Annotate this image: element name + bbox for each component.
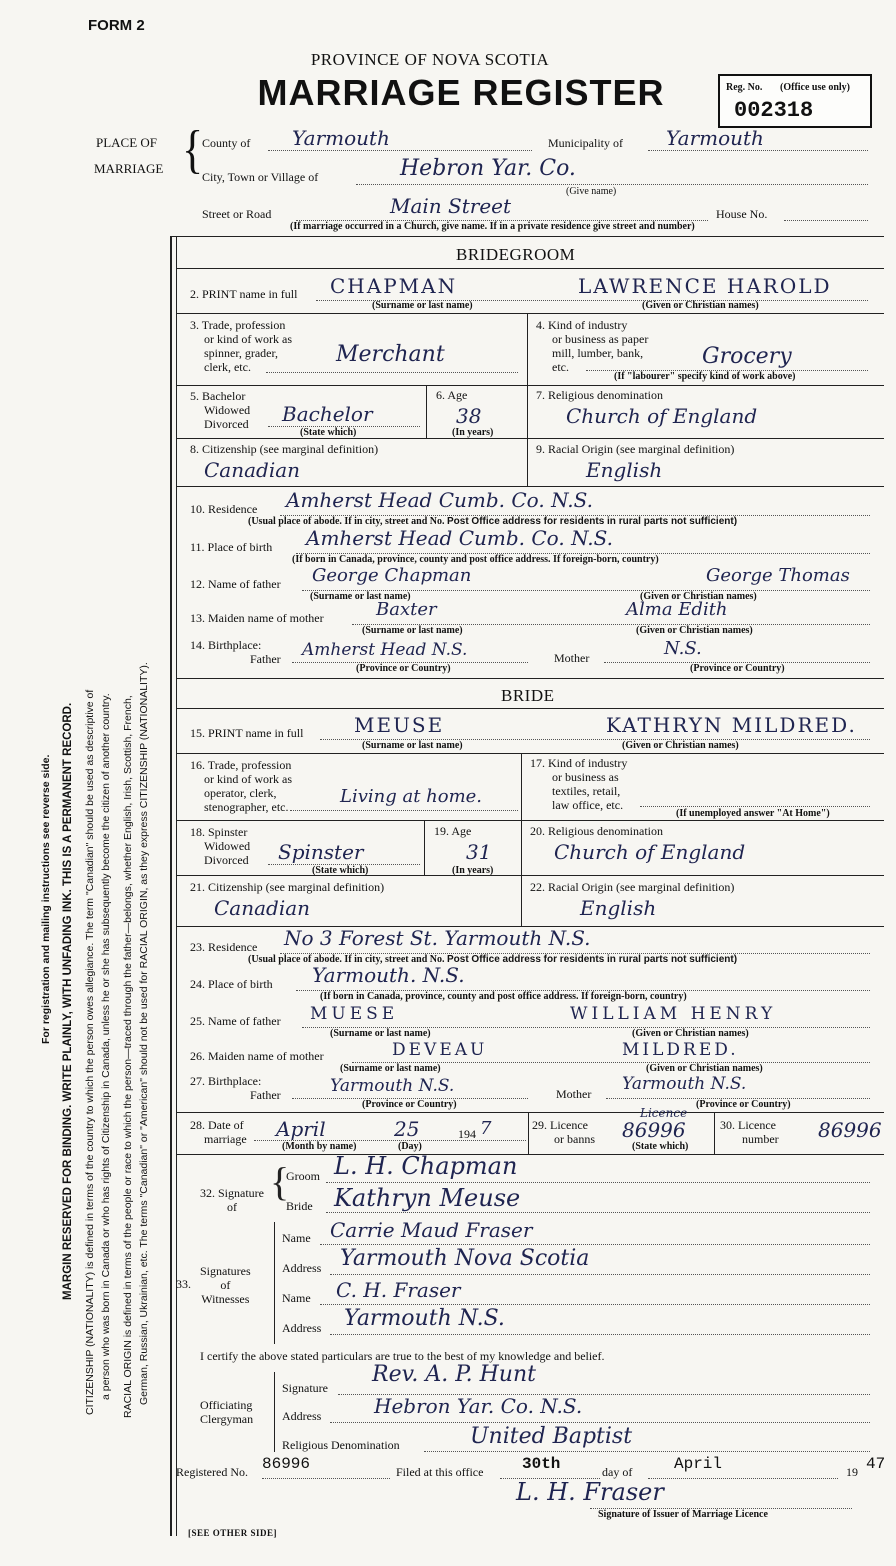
bride-citizenship: Canadian [214, 896, 311, 920]
f8-label: 8. Citizenship (see marginal definition) [190, 442, 379, 456]
f5-line3: Divorced [204, 417, 249, 431]
officiating-line1: Officiating [200, 1398, 253, 1412]
groom-residence: Amherst Head Cumb. Co. N.S. [286, 488, 594, 512]
groom-racial: English [586, 458, 663, 482]
bride-birthplace: Yarmouth. N.S. [312, 963, 465, 987]
bride-status: Spinster [278, 840, 364, 864]
f30-label [720, 1118, 779, 1146]
clergy-address: Hebron Yar. Co. N.S. [374, 1394, 583, 1418]
res-caption-bold: Post Office address for residents in rural parts not sufficient) [446, 516, 738, 527]
f3-line4: clerk, etc. [204, 360, 251, 374]
f18-line2: Widowed [204, 839, 251, 853]
bride-father-surname: MUESE [310, 1004, 399, 1024]
f32-line1: 32. Signature [200, 1186, 264, 1200]
f17-line4: law office, etc. [552, 798, 624, 812]
street-value: Main Street [390, 194, 512, 218]
f7-label: 7. Religious denomination [536, 388, 663, 402]
marriage-day: 25 [394, 1117, 420, 1141]
f18-label [190, 825, 250, 867]
filed-month: April [674, 1455, 723, 1473]
f28-label [190, 1118, 247, 1146]
f30-line1: 30. Licence [720, 1118, 776, 1132]
bride-mother-prov-caption: (Province or Country) [696, 1099, 791, 1110]
place-of-label: PLACE OF [96, 135, 158, 150]
clergy-sig-label: Signature [282, 1381, 328, 1395]
f16-label [190, 758, 292, 814]
give-name-caption: (Give name) [566, 186, 617, 197]
f6-label: 6. Age [436, 388, 468, 402]
office-use-label: (Office use only) [780, 82, 850, 93]
bride-father-surname-caption: (Surname or last name) [330, 1028, 431, 1039]
f17-caption: (If unemployed answer "At Home") [676, 808, 830, 819]
place-brace: { [182, 120, 204, 179]
page-title: MARRIAGE REGISTER [257, 72, 665, 113]
sidebar-note-6: German, Russian, Ukrainian, etc. The terms "Canadian" or "American" should not be used for RACIAL ORIGIN, as they express CITIZENSHIP (NATIONALITY). [138, 662, 150, 1405]
bride-trade: Living at home. [340, 786, 483, 807]
day-caption: (Day) [398, 1141, 422, 1152]
f29-label [532, 1118, 595, 1146]
f20-label: 20. Religious denomination [530, 824, 663, 838]
f12-label: 12. Name of father [190, 577, 281, 591]
groom-religion: Church of England [566, 404, 758, 428]
bride-given-caption: (Given or Christian names) [622, 740, 739, 751]
groom-mother-surname: Baxter [376, 599, 437, 620]
bride-father-bp: Yarmouth N.S. [330, 1076, 455, 1096]
f13-label: 13. Maiden name of mother [190, 611, 324, 625]
f15-label: 15. PRINT name in full [190, 726, 304, 740]
father-surname-caption: (Surname or last name) [310, 591, 411, 602]
sidebar-note-1: For registration and mailing instructions see reverse side. [40, 754, 52, 1044]
officiating-label [200, 1398, 253, 1426]
f25-label: 25. Name of father [190, 1014, 281, 1028]
province-heading: PROVINCE OF NOVA SCOTIA [310, 50, 550, 69]
witness-label [200, 1264, 251, 1306]
filed-year-prefix: 19 [846, 1465, 858, 1479]
witness-line1: Signatures [200, 1264, 251, 1278]
bride-sig-label: Bride [286, 1199, 313, 1213]
mother-given-caption: (Given or Christian names) [636, 625, 753, 636]
f18-line1: 18. Spinster [190, 825, 248, 839]
father-prov-caption: (Province or Country) [356, 663, 451, 674]
groom-sig-label: Groom [286, 1169, 320, 1183]
groom-industry: Grocery [702, 344, 792, 369]
bride-res-caption-bold: Post Office address for residents in rural parts not sufficient) [446, 954, 738, 965]
groom-birthplace: Amherst Head Cumb. Co. N.S. [306, 526, 614, 550]
municipality-value: Yarmouth [666, 126, 764, 150]
place-note: (If marriage occurred in a Church, give name. If in a private residence give street and number) [290, 221, 695, 232]
f5-label [190, 389, 250, 431]
f4-line2: or business as paper [552, 332, 649, 346]
f27-line1: 27. Birthplace: [190, 1074, 262, 1088]
f29-line2: or banns [554, 1132, 595, 1146]
issuer-label: Signature of Issuer of Marriage Licence [598, 1509, 768, 1520]
witness2-address: Yarmouth N.S. [344, 1306, 505, 1331]
bride-mother-surname-caption: (Surname or last name) [340, 1063, 441, 1074]
f17-line3: textiles, retail, [552, 784, 621, 798]
witness-line2: of [220, 1278, 231, 1292]
sidebar-note-2: MARGIN RESERVED FOR BINDING. WRITE PLAINLY, WITH UNFADING INK. THIS IS A PERMANENT RECORD. [62, 702, 74, 1300]
bride-father-prov-caption: (Province or Country) [362, 1099, 457, 1110]
w2-name-label: Name [282, 1291, 311, 1305]
f27-father-label: Father [250, 1088, 281, 1102]
f18-line3: Divorced [204, 853, 249, 867]
f2-label-text: 2. PRINT name in full [190, 287, 298, 301]
groom-surname-caption: (Surname or last name) [372, 300, 473, 311]
mother-surname-caption: (Surname or last name) [362, 625, 463, 636]
bride-father-given: WILLIAM HENRY [570, 1004, 777, 1024]
clergy-address-label: Address [282, 1409, 322, 1423]
w1-name-label: Name [282, 1231, 311, 1245]
f10-label: 10. Residence [190, 502, 258, 516]
bridegroom-heading: BRIDEGROOM [456, 245, 576, 264]
f2-label [190, 288, 297, 301]
f19-label: 19. Age [434, 824, 472, 838]
bride-mother-surname: DEVEAU [392, 1040, 488, 1060]
f5-line1: 5. Bachelor [190, 389, 246, 403]
f22-label: 22. Racial Origin (see marginal definition) [530, 880, 735, 894]
mother-prov-caption: (Province or Country) [690, 663, 785, 674]
county-value: Yarmouth [292, 126, 390, 150]
form-number: FORM 2 [88, 17, 145, 34]
f4-line1: 4. Kind of industry [536, 318, 628, 332]
f16-line1: 16. Trade, profession [190, 758, 292, 772]
f14-label [190, 638, 281, 666]
groom-signature: L. H. Chapman [334, 1152, 518, 1180]
groom-status: Bachelor [282, 402, 373, 426]
licence-or-banns: 86996 [622, 1118, 686, 1142]
groom-trade: Merchant [336, 342, 445, 367]
f3-line1: 3. Trade, profession [190, 318, 286, 332]
witness2-name: C. H. Fraser [336, 1278, 461, 1302]
city-label: City, Town or Village of [202, 170, 319, 184]
sidebar-note-3: CITIZENSHIP (NATIONALITY) is defined in terms of the country to which the person owes allegiance. The term "Canadian" should be used as descriptive of [84, 689, 96, 1415]
f3-line3: spinner, grader, [204, 346, 279, 360]
groom-age: 38 [456, 404, 482, 428]
f5-line2: Widowed [204, 403, 251, 417]
f16-line4: stenographer, etc. [204, 800, 289, 814]
state-which-caption: (State which) [632, 1141, 689, 1152]
f14-mother-label: Mother [554, 651, 590, 665]
bride-status-caption: (State which) [312, 865, 369, 876]
filed-label: Filed at this office [396, 1465, 484, 1479]
f26-label: 26. Maiden name of mother [190, 1049, 324, 1063]
witness1-address: Yarmouth Nova Scotia [340, 1246, 590, 1271]
bride-mother-given-caption: (Given or Christian names) [646, 1063, 763, 1074]
clergy-signature: Rev. A. P. Hunt [372, 1362, 536, 1387]
clergy-denom-label: Religious Denomination [282, 1438, 400, 1452]
see-other-side: [SEE OTHER SIDE] [188, 1528, 278, 1538]
certify-statement: I certify the above stated particulars are true to the best of my knowledge and belief. [200, 1349, 605, 1363]
f32-label [200, 1186, 264, 1214]
groom-age-caption: (In years) [452, 427, 494, 438]
f32-line2: of [227, 1200, 237, 1214]
bride-mother-bp: Yarmouth N.S. [622, 1074, 747, 1094]
registered-label: Registered No. [176, 1465, 248, 1479]
f27-mother-label: Mother [556, 1087, 592, 1101]
f29-line1: 29. Licence [532, 1118, 588, 1132]
bride-mother-given: MILDRED. [622, 1040, 739, 1060]
reg-no-label: Reg. No. [726, 82, 763, 93]
sidebar-note-4: a person who was born in Canada or who has rights of Citizenship in Canada, unless he or she has subsequently become the citizen of another country. [100, 693, 112, 1400]
f17-line1: 17. Kind of industry [530, 756, 628, 770]
bride-surname-caption: (Surname or last name) [362, 740, 463, 751]
reg-number-box [718, 74, 872, 128]
f4-line3: mill, lumber, bank, [552, 346, 644, 360]
licence-number: 86996 [818, 1118, 882, 1142]
birth-caption: (If born in Canada, province, county and post office address. If foreign-born, country) [292, 554, 659, 565]
month-caption: (Month by name) [282, 1141, 357, 1152]
municipality-label: Municipality of [548, 136, 623, 150]
f11-label: 11. Place of birth [190, 540, 273, 554]
f30-line2: number [742, 1132, 779, 1146]
f16-line2: or kind of work as [204, 772, 292, 786]
f9-label: 9. Racial Origin (see marginal definition) [536, 442, 735, 456]
w2-address-label: Address [282, 1321, 322, 1335]
bride-racial: English [580, 896, 657, 920]
groom-citizenship: Canadian [204, 458, 301, 482]
f4-label [536, 318, 648, 374]
marriage-month: April [276, 1117, 326, 1141]
f17-line2: or business as [552, 770, 619, 784]
f16-line3: operator, clerk, [204, 786, 277, 800]
f28-line1: 28. Date of [190, 1118, 244, 1132]
groom-surname: CHAPMAN [330, 274, 458, 298]
registered-number: 86996 [262, 1455, 311, 1473]
licence-word: Licence [640, 1106, 688, 1120]
bride-surname: MEUSE [354, 713, 445, 737]
f33-number: 33. [176, 1277, 191, 1291]
bride-heading: BRIDE [501, 686, 555, 705]
clergy-denomination: United Baptist [470, 1424, 633, 1449]
county-label: County of [202, 136, 251, 150]
bride-birth-caption: (If born in Canada, province, county and post office address. If foreign-born, country) [320, 991, 687, 1002]
f14-line1: 14. Birthplace: [190, 638, 262, 652]
house-no-label: House No. [716, 207, 768, 221]
bride-given: KATHRYN MILDRED. [606, 713, 857, 737]
bride-residence: No 3 Forest St. Yarmouth N.S. [284, 926, 591, 950]
f14-father-label: Father [250, 652, 281, 666]
marriage-label: MARRIAGE [94, 161, 164, 176]
issuer-signature: L. H. Fraser [516, 1478, 664, 1506]
f27-label [190, 1074, 281, 1102]
groom-mother-bp: N.S. [664, 638, 702, 659]
bride-father-given-caption: (Given or Christian names) [632, 1028, 749, 1039]
street-label: Street or Road [202, 207, 272, 221]
f23-label: 23. Residence [190, 940, 258, 954]
father-given-caption: (Given or Christian names) [640, 591, 757, 602]
f24-label: 24. Place of birth [190, 977, 273, 991]
groom-father-bp: Amherst Head N.S. [302, 640, 468, 660]
bride-age-caption: (In years) [452, 865, 494, 876]
groom-given-caption: (Given or Christian names) [642, 300, 759, 311]
marriage-year-prefix: 194 [458, 1127, 476, 1141]
city-value: Hebron Yar. Co. [400, 156, 576, 181]
day-of-label: day of [602, 1465, 633, 1479]
groom-father-surname: George Chapman [312, 565, 472, 586]
w1-address-label: Address [282, 1261, 322, 1275]
bride-signature: Kathryn Meuse [334, 1184, 521, 1212]
groom-father-given: George Thomas [706, 565, 850, 586]
signature-brace: { [270, 1159, 290, 1204]
bride-age: 31 [466, 840, 492, 864]
f4-caption: (If "labourer" specify kind of work above) [614, 371, 796, 382]
bride-religion: Church of England [554, 840, 746, 864]
f28-line2: marriage [204, 1132, 247, 1146]
bride-res-caption-text: (Usual place of abode. If in city, street and No. [248, 954, 445, 965]
f3-line2: or kind of work as [204, 332, 292, 346]
f21-label: 21. Citizenship (see marginal definition) [190, 880, 385, 894]
reg-no-value: 002318 [734, 98, 814, 123]
f4-line4: etc. [552, 360, 569, 374]
witness1-name: Carrie Maud Fraser [330, 1218, 533, 1242]
officiating-line2: Clergyman [200, 1412, 254, 1426]
groom-given: LAWRENCE HAROLD [578, 274, 832, 298]
f17-label [530, 756, 627, 812]
witness-line3: Witnesses [201, 1292, 250, 1306]
groom-mother-given: Alma Edith [626, 599, 728, 620]
filed-year: 47 [866, 1455, 886, 1473]
sidebar-note-5: RACIAL ORIGIN is defined in terms of the people or race to which the person—traced through the father—belongs, whether English, Irish, Scottish, French, [122, 695, 134, 1418]
filed-day: 30th [522, 1455, 561, 1473]
res-caption-text: (Usual place of abode. If in city, street and No. [248, 516, 445, 527]
f3-label [190, 318, 292, 374]
groom-status-caption: (State which) [300, 427, 357, 438]
marriage-year-suffix: 7 [480, 1118, 492, 1139]
